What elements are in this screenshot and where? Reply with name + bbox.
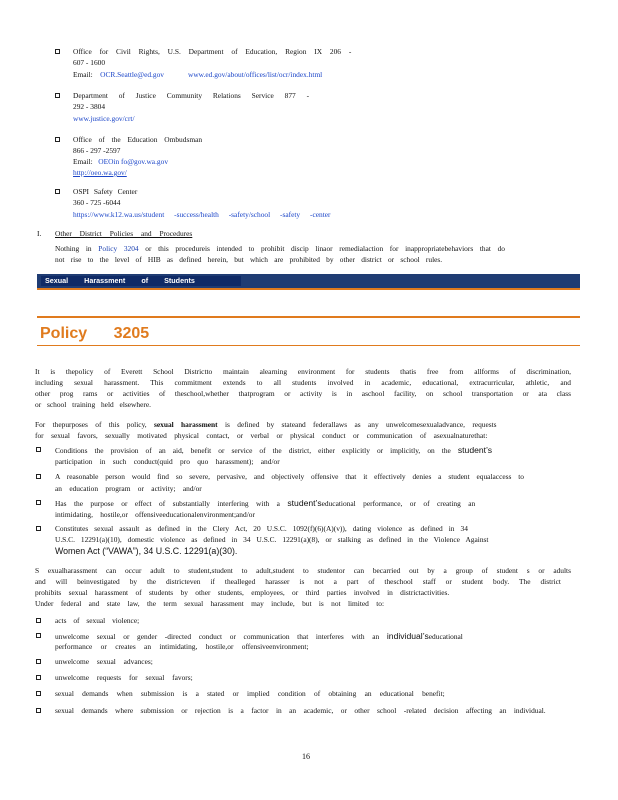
policy-heading [40, 324, 149, 344]
condition-text: Has the purpose or effect of substantially interfering with a [55, 499, 280, 508]
example-item: performance or creates an intimidating, hostile,or offensiveenvironment; [55, 642, 309, 651]
policy-label: Policy [40, 325, 88, 342]
contact-email-row [73, 70, 164, 79]
contact-email-row [73, 157, 168, 166]
policy-top-rule [37, 316, 580, 318]
condition-line: intimidating, hostile,or offensiveeducationalenvironment;and/or [55, 510, 255, 519]
section-marker: I. [37, 229, 42, 238]
definition-text: is defined by stateand federallaws as any unwelcomesexualadvance, requests [224, 420, 497, 429]
intro-line: or school training held elsewhere. [35, 400, 151, 409]
definition-text: For thepurposes of this policy, [35, 420, 147, 429]
url-link[interactable]: https://www.k12.wa.us/student -success/health -safety/school -safety -center [73, 210, 331, 219]
checkbox-bullet-icon [36, 474, 41, 479]
definition-line: for sexual favors, sexually motivated physical contact, or verbal or physical conduct or communication of asexualnaturethat: [35, 431, 488, 440]
definition-line [35, 420, 497, 429]
policy-3204-link[interactable]: Policy 3204 [98, 244, 139, 253]
checkbox-bullet-icon [36, 500, 41, 505]
condition-line: an education program or activity; and/or [55, 484, 202, 493]
checkbox-bullet-icon [36, 633, 41, 638]
example-emph: individual’s [386, 631, 429, 641]
example-item: unwelcome requests for sexual favors; [55, 673, 193, 682]
contact-line: 607 - 1600 [73, 58, 106, 67]
example-item: unwelcome sexual advances; [55, 657, 153, 666]
example-text: unwelcome sexual or gender -directed conduct or communication that interferes with an [55, 632, 380, 641]
intro-line: It is thepolicy of Everett School Districtto maintain alearning environment for students thatis free from allforms of discrimination, [35, 367, 571, 376]
harassment-line: prohibits sexual harassment of students by other students, employees, or third parties involved in districtactivities. [35, 588, 450, 597]
checkbox-bullet-icon [36, 447, 41, 452]
intro-line: other prog rams or activities of theschool,whether thatprogram or activity is in aschool facility, on school transportation or ata class [35, 389, 571, 398]
url-link[interactable]: http://oeo.wa.gov/ [73, 168, 127, 177]
checkbox-bullet-icon [55, 49, 60, 54]
condition-line: Women Act (“VAWA”), 34 U.S.C. 12291(a)(30). [55, 546, 238, 556]
email-label: Email: [73, 70, 93, 79]
policy-bottom-rule [37, 345, 580, 346]
email-link[interactable]: OCR.Seattle@ed.gov [100, 70, 164, 79]
url-link[interactable]: www.ed.gov/about/offices/list/ocr/index.html [188, 70, 323, 79]
section-text-part: Nothing in [55, 244, 92, 253]
banner-title: Sexual Harassment of Students [45, 276, 195, 285]
page-number: 16 [302, 752, 310, 761]
email-label: Email: [73, 157, 93, 166]
example-item [55, 631, 463, 641]
condition-line: participation in such conduct(quid pro quo harassment); and/or [55, 457, 280, 466]
section-text-part: or this procedureis intended to prohibit discip linaor remedialaction for inappropriatebehaviors that do [145, 244, 505, 253]
harassment-line: S exualharassment can occur adult to student,student to adult,student to studentor can becarried out by a group of student s or adults [35, 566, 571, 575]
policy-number: 3205 [113, 325, 150, 342]
definition-term: sexual harassment [154, 420, 218, 429]
condition-line [55, 445, 492, 455]
example-text: educational [428, 632, 463, 641]
harassment-line: and will beinvestigated by the districteven if thealleged harasser is not a part of theschool staff or student body. The district [35, 577, 561, 586]
condition-emph: student’s [287, 498, 322, 508]
condition-line: Constitutes sexual assault as defined in the Clery Act, 20 U.S.C. 1092(f)(6)(A)(v)), dating violence as defined in 34 [55, 524, 468, 533]
checkbox-bullet-icon [55, 93, 60, 98]
section-banner [37, 274, 580, 290]
checkbox-bullet-icon [55, 137, 60, 142]
section-text: not rise to the level of HIB as defined herein, but which are prohibited by other district or school rules. [55, 255, 443, 264]
example-item: acts of sexual violence; [55, 616, 140, 625]
example-item: sexual demands when submission is a stated or implied condition of obtaining an educational benefit; [55, 689, 445, 698]
harassment-line: Under federal and state law, the term sexual harassment may include, but is not limited to: [35, 599, 385, 608]
condition-line [55, 498, 475, 508]
contact-line: OSPI Safety Center [73, 187, 138, 196]
checkbox-bullet-icon [36, 526, 41, 531]
checkbox-bullet-icon [55, 189, 60, 194]
contact-line: Department of Justice Community Relations Service 877 - [73, 91, 310, 100]
condition-text: Conditions the provision of an aid, benefit or service of the district, either explicitly or implicitly, on the [55, 446, 451, 455]
checkbox-bullet-icon [36, 708, 41, 713]
email-link[interactable]: OEOin fo@gov.wa.gov [98, 157, 169, 166]
checkbox-bullet-icon [36, 618, 41, 623]
contact-line: 360 - 725 -6044 [73, 198, 121, 207]
condition-line: U.S.C. 12291(a)(10), domestic violence as defined in 34 U.S.C. 12291(a)(8), or stalking as defined in the Violence Against [55, 535, 489, 544]
contact-line: Office for Civil Rights, U.S. Department of Education, Region IX 206 - [73, 47, 352, 56]
checkbox-bullet-icon [36, 691, 41, 696]
contact-line: 292 - 3804 [73, 102, 106, 111]
example-item: sexual demands where submission or rejection is a factor in an academic, or other school -related decision affecting an individual. [55, 706, 546, 715]
url-link[interactable]: www.justice.gov/crt/ [73, 114, 135, 123]
intro-line: including sexual harassment. This commitment extends to all students involved in academic, educational, extracurricular, athletic, and [35, 378, 571, 387]
section-title: Other District Policies and Procedures [55, 229, 193, 238]
condition-line: A reasonable person would find so severe, pervasive, and objectively offensive that it effectively denies a student equalaccess to [55, 472, 524, 481]
section-text [55, 244, 567, 253]
contact-line: 866 - 297 -2597 [73, 146, 121, 155]
condition-text: educational performance, or of creating an [321, 499, 476, 508]
checkbox-bullet-icon [36, 659, 41, 664]
condition-emph: student’s [457, 445, 493, 455]
contact-line: Office of the Education Ombudsman [73, 135, 203, 144]
checkbox-bullet-icon [36, 675, 41, 680]
